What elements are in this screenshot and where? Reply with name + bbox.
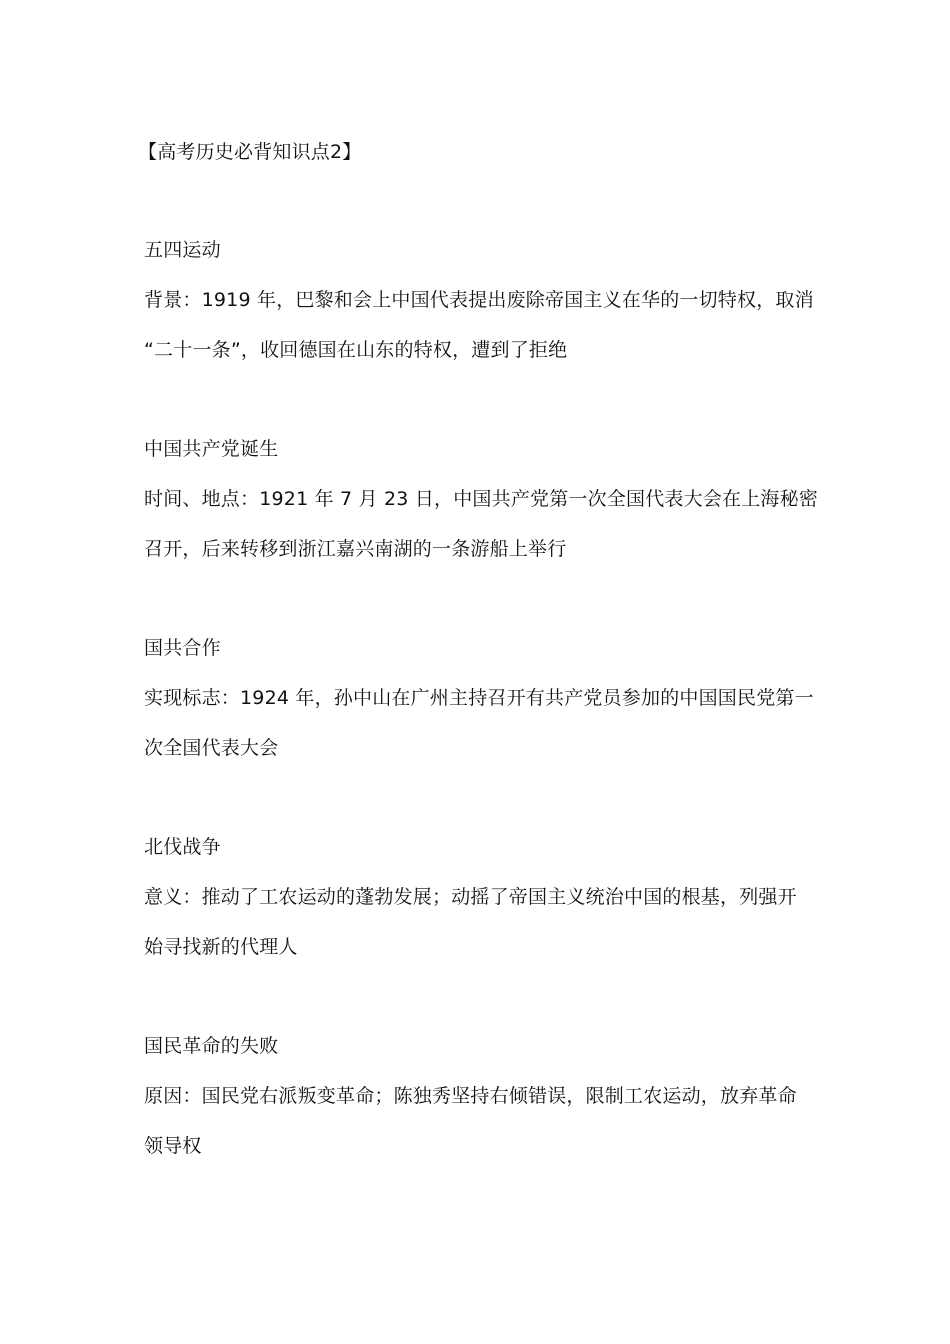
section-text-line: “二十一条”，收回德国在山东的特权，遭到了拒绝 (144, 339, 568, 361)
section-text-line: 始寻找新的代理人 (144, 936, 298, 958)
section-text-line: 召开，后来转移到浙江嘉兴南湖的一条游船上举行 (144, 538, 567, 560)
section-heading-kmt-cpc-cooperation: 国共合作 (144, 637, 221, 659)
section-heading-may-fourth: 五四运动 (144, 239, 221, 261)
section-heading-northern-expedition: 北伐战争 (144, 836, 221, 858)
page-title: 【高考历史必背知识点2】 (138, 141, 362, 163)
section-text-line: 时间、地点：1921 年 7 月 23 日，中国共产党第一次全国代表大会在上海秘密 (144, 488, 819, 510)
section-heading-revolution-failure: 国民革命的失败 (144, 1035, 279, 1057)
section-text-line: 背景：1919 年，巴黎和会上中国代表提出废除帝国主义在华的一切特权，取消 (144, 289, 814, 311)
section-text-line: 意义：推动了工农运动的蓬勃发展；动摇了帝国主义统治中国的根基，列强开 (144, 886, 797, 908)
section-text-line: 实现标志：1924 年，孙中山在广州主持召开有共产党员参加的中国国民党第一 (144, 687, 814, 709)
section-text-line: 原因：国民党右派叛变革命；陈独秀坚持右倾错误，限制工农运动，放弃革命 (144, 1085, 797, 1107)
section-text-line: 次全国代表大会 (144, 737, 279, 759)
section-text-line: 领导权 (144, 1135, 202, 1157)
section-heading-cpc-founding: 中国共产党诞生 (144, 438, 279, 460)
